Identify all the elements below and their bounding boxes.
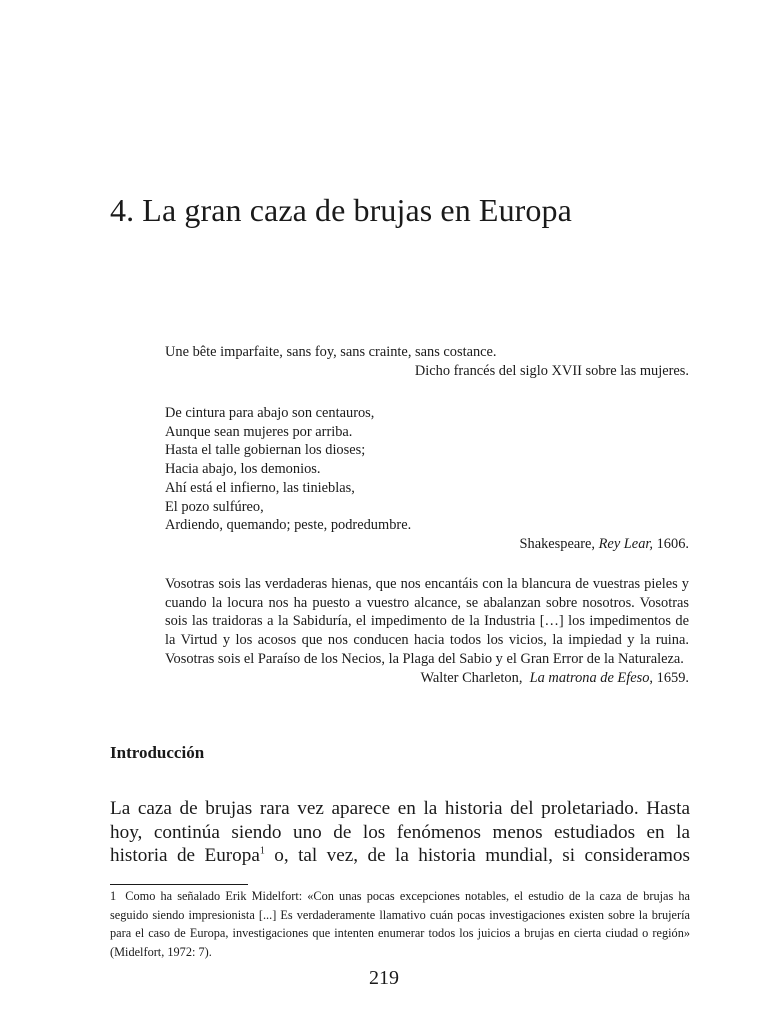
footnote-reference[interactable]: 1: [259, 845, 265, 857]
page-number: 219: [369, 967, 399, 989]
body-line-part: historia de Europa: [110, 845, 260, 866]
attribution-year: 1606.: [656, 535, 689, 552]
body-line-part: o, tal vez, de la historia mundial, si consideramos: [264, 845, 690, 866]
attribution-work: La matrona de Efeso: [529, 669, 650, 686]
footnote-divider: [110, 884, 248, 885]
epigraph-charleton: [165, 575, 689, 687]
verse-line: Hacia abajo, los demonios.: [165, 461, 321, 478]
epigraph-french-saying: [165, 343, 689, 380]
body-line: hoy, continúa siendo uno de los fenómenos menos estudiados en la: [110, 821, 690, 843]
attribution-author: Shakespeare,: [519, 535, 596, 552]
chapter-title: 4. La gran caza de brujas en Europa: [110, 192, 572, 228]
epigraph-shakespeare: [165, 404, 689, 554]
footnote-number: 1: [110, 889, 117, 903]
body-paragraph: [110, 797, 690, 868]
footnote-text: Como ha señalado Erik Midelfort: «Con unas pocas excepciones notables, el estudio de la caza de brujas ha seguido siendo impresionista [...] Es verdaderamente llamativo cuán pocas investigaciones existen sobre la brujería para el caso de Europa, investigaciones que intenten enumerar todos los juicios a brujas en cierta ciudad o región» (Midelfort, 1972: 7).: [110, 889, 691, 959]
epigraph-attribution: Dicho francés del siglo XVII sobre las mujeres.: [414, 362, 689, 379]
verse-line: Aunque sean mujeres por arriba.: [165, 423, 353, 440]
body-line: La caza de brujas rara vez aparece en la historia del proletariado. Hasta: [110, 798, 690, 819]
attribution-author: Walter Charleton,: [420, 669, 523, 686]
body-line: [110, 844, 690, 868]
attribution-year: , 1659.: [649, 669, 689, 686]
verse-line: Ardiendo, quemando; peste, podredumbre.: [165, 517, 412, 534]
verse-line: De cintura para abajo son centauros,: [165, 405, 375, 421]
attribution-work: Rey Lear,: [598, 535, 653, 552]
epigraph-attribution: [165, 535, 689, 554]
epigraph-attribution: [165, 669, 689, 688]
epigraph-text: Vosotras sois las verdaderas hienas, que nos encantáis con la blancura de vuestras pieles y cuando la locura nos ha puesto a vuestro alcance, se abalanzan sobre nosotros. Vosotras sois las traidoras a la Sabiduría, el impedimento de la Industria […] los impedimentos de la Virtud y los acosos que nos conducen hacia todos los vicios, la impiedad y la ruina. Vosotras sois el Paraíso de los Necios, la Plaga del Sabio y el Gran Error de la Naturaleza.: [165, 576, 689, 667]
verse-line: Ahí está el infierno, las tinieblas,: [165, 479, 355, 496]
section-heading: Introducción: [110, 743, 205, 762]
verse-line: El pozo sulfúreo,: [165, 498, 264, 515]
footnote: [110, 887, 690, 961]
verse-line: Hasta el talle gobiernan los dioses;: [165, 442, 366, 459]
epigraph-text: Une bête imparfaite, sans foy, sans crainte, sans costance.: [165, 344, 497, 360]
